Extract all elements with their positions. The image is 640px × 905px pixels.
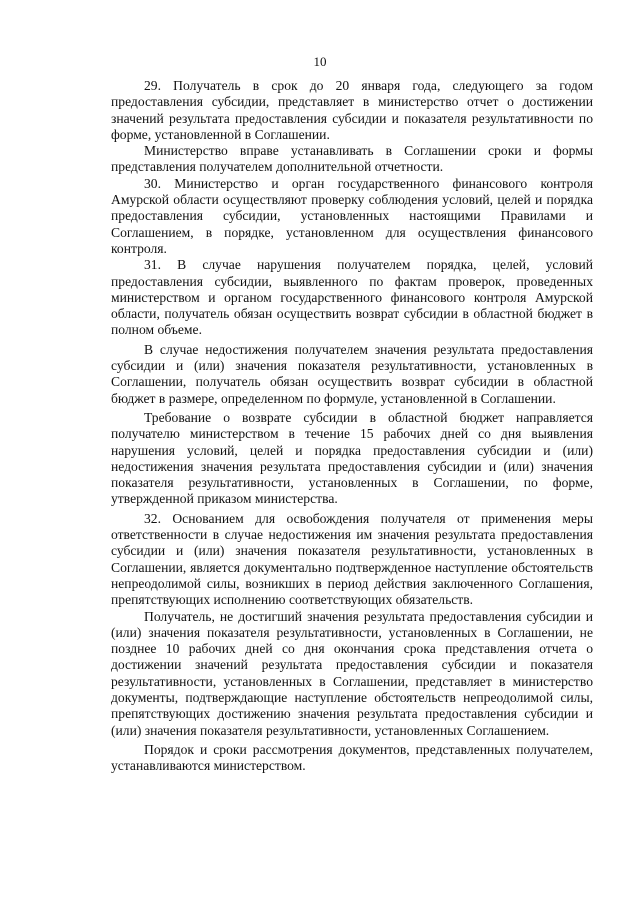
page-number: 10 bbox=[313, 54, 327, 69]
paragraph-32: 32. Основанием для освобождения получателя от применения меры ответственности в случае недостижения им значения результата предоставления субсидии и (или) значения показателя результативности, установленных в Соглашении, является документально подтвержденное наступление обстоятельств непреодолимой силы, возникших в период действия заключенного Соглашения, препятствующих исполнению соответствующих обязательств. bbox=[111, 510, 593, 608]
paragraph-review-procedure: Порядок и сроки рассмотрения документов, представленных получателем, устанавливаются министерством. bbox=[111, 741, 593, 774]
paragraph-30: 30. Министерство и орган государственного финансового контроля Амурской области осуществляют проверку соблюдения условий, целей и порядка предоставления субсидии, установленных настоящими Правилами и Соглашением, в порядке, установленном для осуществления финансового контроля. bbox=[111, 175, 593, 256]
paragraph-29: 29. Получатель в срок до 20 января года, следующего за годом предоставления субсидии, представляет в министерство отчет о достижении значений результата предоставления субсидии и показателя результативности по форме, установленной в Соглашении. bbox=[111, 78, 593, 142]
document-body bbox=[111, 78, 593, 774]
paragraph-return-requirement: Требование о возврате субсидии в областной бюджет направляется получателю министерством в течение 15 рабочих дней со дня выявления нарушения условий, целей и порядка предоставления субсидии и (или) недостижения значения результата предоставления субсидии и (или) значения показателя результативности, установленных в Соглашении, по форме, утвержденной приказом министерства. bbox=[111, 409, 593, 507]
paragraph-31: 31. В случае нарушения получателем порядка, целей, условий предоставления субсидии, выявленного по фактам проверок, проведенных министерством и органом государственного финансового контроля Амурской области, получатель обязан осуществить возврат субсидии в областной бюджет в полном объеме. bbox=[111, 257, 593, 338]
paragraph-reporting-terms: Министерство вправе устанавливать в Соглашении сроки и формы представления получателем дополнительной отчетности. bbox=[111, 143, 593, 175]
paragraph-force-majeure-documents: Получатель, не достигший значения результата предоставления субсидии и (или) значения показателя результативности, установленных в Соглашении, не позднее 10 рабочих дней со дня окончания срока представления отчета о достижении значений результата предоставления субсидии и показателя результативности, установленных в Соглашении, представляет в министерство документы, подтверждающие наступление обстоятельств непреодолимой силы, препятствующих достижению значения результата предоставления субсидии и (или) значения показателя результативности, установленных Соглашением. bbox=[111, 608, 593, 738]
paragraph-underachievement: В случае недостижения получателем значения результата предоставления субсидии и (или) значения показателя результативности, установленных в Соглашении, получатель обязан осуществить возврат субсидии в областной бюджет в размере, определенном по формуле, установленной в Соглашении. bbox=[111, 341, 593, 406]
